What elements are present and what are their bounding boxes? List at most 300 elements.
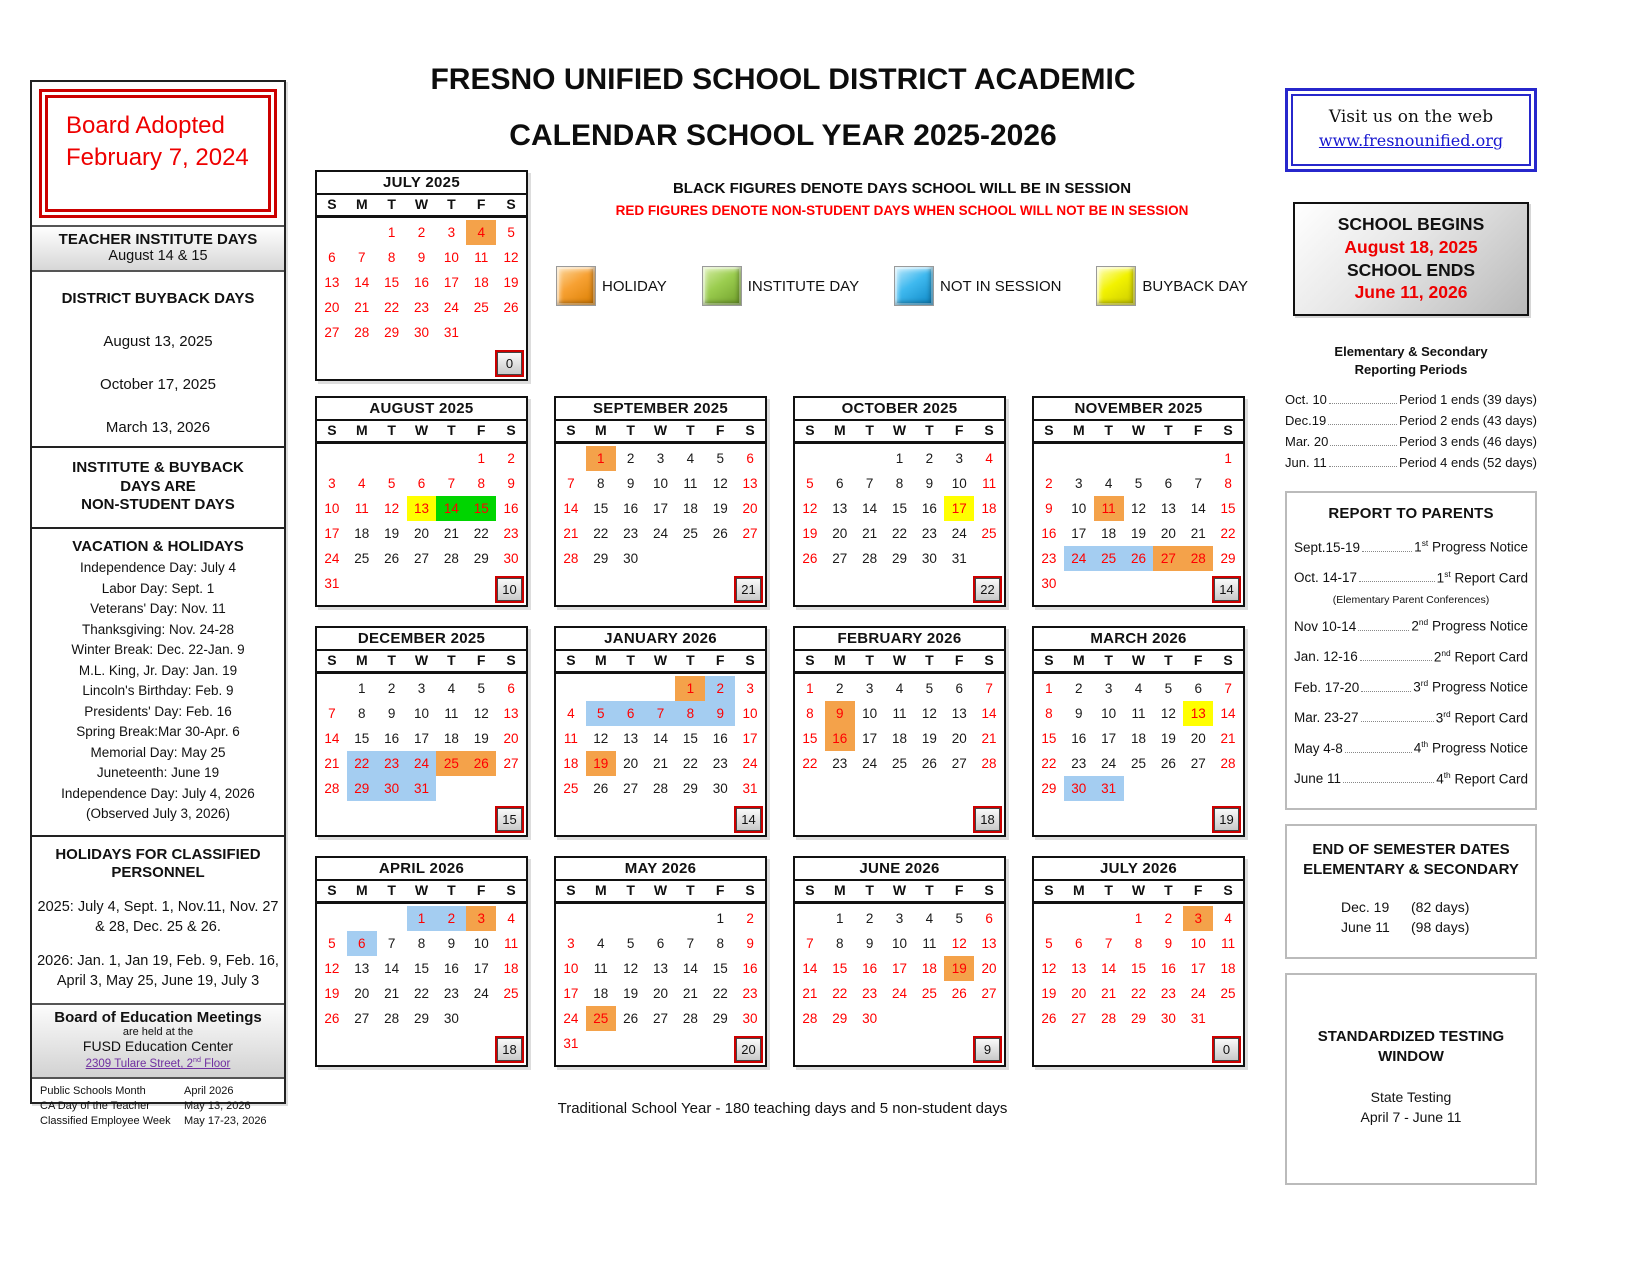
day-cell: 18 (563, 756, 579, 771)
visit-web-text: Visit us on the web (1328, 107, 1494, 127)
legend-item-not-in-session (894, 266, 1061, 306)
day-cell (377, 906, 407, 931)
day-cell: 20 (324, 300, 340, 315)
footer-note: Traditional School Year - 180 teaching days and 5 non-student days (557, 1100, 1008, 1117)
day-cell: 23 (1071, 756, 1087, 771)
day-cell: 16 (742, 961, 758, 976)
day-cell (944, 776, 974, 801)
day-cell: 29 (832, 1011, 848, 1026)
day-cell: 8 (477, 476, 485, 491)
day-cell: 17 (862, 731, 878, 746)
day-cell: 20 (1190, 731, 1206, 746)
weekday-label: S (1044, 652, 1054, 668)
weekday-header (795, 421, 1004, 444)
weekday-label: S (327, 882, 337, 898)
day-cell: 30 (921, 551, 937, 566)
weekday-label: M (355, 652, 368, 668)
day-cell: 28 (1101, 1011, 1117, 1026)
weekday-label: S (506, 196, 516, 212)
day-cell: 12 (712, 476, 728, 491)
day-cell: 13 (742, 476, 758, 491)
day-cell: 21 (652, 756, 668, 771)
day-cell-orange: 3 (1183, 906, 1213, 931)
day-cell: 13 (652, 961, 668, 976)
day-cell-blue: 31 (1094, 776, 1124, 801)
day-cell: 9 (387, 706, 396, 721)
day-cell: 29 (682, 781, 698, 796)
day-cell (914, 776, 944, 801)
observance-date: May 13, 2026 (184, 1100, 251, 1113)
day-cell: 9 (1164, 936, 1173, 951)
day-cell: 4 (358, 476, 366, 491)
day-cell: 14 (862, 501, 878, 516)
day-cell: 2 (746, 911, 754, 926)
month-title: MARCH 2026 (1034, 628, 1243, 651)
district-buyback-section (32, 272, 284, 446)
day-cell: 18 (891, 731, 907, 746)
day-cell: 14 (652, 731, 668, 746)
report-to-parents-box (1285, 491, 1537, 810)
day-cell: 28 (384, 1011, 400, 1026)
day-cell: 14 (1101, 961, 1117, 976)
weekday-label: S (745, 422, 755, 438)
weekday-label: W (414, 882, 429, 898)
teacher-institute-days-box (32, 225, 284, 272)
weekday-header (317, 651, 526, 674)
day-cell (1124, 446, 1154, 471)
weekday-label: S (805, 652, 815, 668)
day-cell: 30 (443, 1011, 459, 1026)
day-cell: 28 (802, 1011, 818, 1026)
day-cell (1213, 776, 1243, 801)
board-adopted-line2: February 7, 2024 (66, 144, 249, 172)
day-cell (914, 1006, 944, 1031)
day-cell: 12 (324, 961, 340, 976)
day-cell: 19 (1160, 731, 1176, 746)
testing-title-line1: STANDARDIZED TESTING (1317, 1027, 1505, 1045)
day-cell: 5 (477, 681, 485, 696)
day-cell: 31 (1190, 1011, 1206, 1026)
observance-label: Classified Employee Week (40, 1115, 171, 1128)
district-buyback-title: DISTRICT BUYBACK DAYS (61, 289, 255, 307)
day-cell: 21 (443, 526, 459, 541)
day-cell: 15 (1220, 501, 1236, 516)
day-cell: 6 (328, 250, 336, 265)
day-cell: 18 (443, 731, 459, 746)
institute-buyback-note (32, 446, 284, 527)
day-cell-blue: 30 (377, 776, 407, 801)
day-cell: 1 (477, 451, 485, 466)
day-cell-blue: 7 (646, 701, 676, 726)
day-cell: 27 (503, 756, 519, 771)
day-cell: 30 (1160, 1011, 1176, 1026)
day-cell (855, 776, 885, 801)
day-cell: 8 (597, 476, 605, 491)
weekday-label: F (954, 882, 964, 898)
session-day-count-box: 10 (497, 578, 522, 601)
month-february-2026 (793, 626, 1006, 837)
reporting-periods-rows (1285, 389, 1537, 473)
day-cell: 26 (1041, 1011, 1057, 1026)
board-meetings-line2: are held at the (122, 1026, 194, 1039)
weekday-label: M (594, 882, 607, 898)
day-cell: 11 (892, 706, 907, 721)
day-cell: 29 (413, 1011, 429, 1026)
day-cell (974, 776, 1004, 801)
report-date: Feb. 17-20 (1294, 679, 1360, 695)
day-cell: 14 (981, 706, 997, 721)
weekday-label: F (715, 882, 725, 898)
day-cell: 15 (1041, 731, 1057, 746)
day-cell: 14 (1220, 706, 1236, 721)
session-day-count-box: 22 (975, 578, 1000, 601)
legend-item-holiday (556, 266, 667, 306)
day-cell: 18 (503, 961, 519, 976)
day-cell: 7 (865, 476, 874, 491)
reporting-label: Period 1 ends (39 days) (1398, 392, 1537, 408)
dotted-leader (1343, 772, 1434, 783)
day-cell: 14 (563, 501, 579, 516)
weekday-label: S (327, 422, 337, 438)
day-cell: 15 (413, 961, 429, 976)
board-meetings-address-link[interactable]: 2309 Tulare Street, 2nd Floor (85, 1056, 231, 1071)
weekday-label: T (387, 652, 396, 668)
day-cell: 5 (328, 936, 336, 951)
dotted-leader (1345, 742, 1412, 753)
day-cell (1094, 446, 1124, 471)
day-cell: 4 (925, 911, 934, 926)
day-cell-orange: 19 (944, 956, 974, 981)
day-cell: 12 (951, 936, 967, 951)
classified-holidays-section (32, 835, 284, 1004)
day-cell: 9 (1045, 501, 1053, 516)
parent-conferences-note: (Elementary Parent Conferences) (1332, 594, 1490, 607)
day-cell: 22 (712, 986, 728, 1001)
day-cell: 13 (832, 501, 848, 516)
day-cell (586, 1031, 616, 1056)
day-cell-blue: 31 (407, 776, 437, 801)
vacation-item: Labor Day: Sept. 1 (101, 580, 215, 596)
day-cell: 18 (682, 501, 698, 516)
day-cell: 28 (354, 325, 370, 340)
day-cell: 25 (503, 986, 519, 1001)
day-cell: 15 (384, 275, 400, 290)
day-cell (646, 906, 676, 931)
day-cell: 8 (836, 936, 844, 951)
day-cell: 26 (593, 781, 609, 796)
day-cell: 20 (413, 526, 429, 541)
day-cell: 17 (413, 731, 429, 746)
day-cell: 15 (891, 501, 907, 516)
day-cell-orange: 3 (466, 906, 496, 931)
dotted-leader (1361, 681, 1411, 692)
day-cell: 2 (865, 911, 874, 926)
day-cell: 24 (563, 1011, 579, 1026)
day-cell: 8 (1045, 706, 1053, 721)
day-cell: 27 (1190, 756, 1206, 771)
district-buyback-dates (32, 333, 284, 436)
day-cell: 21 (862, 526, 878, 541)
dotted-leader (1359, 571, 1435, 582)
day-cell: 8 (1134, 936, 1143, 951)
day-cell: 28 (981, 756, 997, 771)
day-cell: 3 (447, 225, 456, 240)
day-cell: 10 (652, 476, 668, 491)
weekday-label: T (447, 882, 456, 898)
day-cell: 31 (563, 1036, 579, 1051)
day-cell: 22 (1041, 756, 1057, 771)
day-cell: 7 (447, 476, 456, 491)
day-cell: 24 (891, 986, 907, 1001)
day-cell: 12 (1041, 961, 1057, 976)
day-cell: 13 (981, 936, 997, 951)
day-cell: 31 (324, 576, 340, 591)
semester-rows (1293, 897, 1529, 937)
day-cell-blue: 6 (616, 701, 646, 726)
day-cell: 11 (1131, 706, 1146, 721)
session-day-count-box: 14 (736, 808, 761, 831)
weekday-label: F (715, 422, 725, 438)
day-cell: 3 (567, 936, 575, 951)
weekday-label: T (686, 652, 695, 668)
day-cell: 8 (387, 250, 396, 265)
board-adopted-box (39, 89, 277, 218)
day-cell (795, 446, 825, 471)
day-cell-blue: 26 (1124, 546, 1154, 571)
day-cell: 16 (1071, 731, 1087, 746)
month-june-2026 (793, 856, 1006, 1067)
day-cell: 25 (1220, 986, 1236, 1001)
day-cell: 22 (473, 526, 489, 541)
july-2025-slot (315, 170, 528, 381)
day-cell: 5 (626, 936, 635, 951)
day-cell-orange: 26 (466, 751, 496, 776)
session-day-count-box: 0 (1214, 1038, 1239, 1061)
observance-rows (32, 1079, 284, 1129)
weekday-label: M (833, 882, 846, 898)
weekday-label: W (653, 882, 668, 898)
day-cell (377, 446, 407, 471)
day-cell-blue: 9 (705, 701, 735, 726)
day-cell: 27 (1071, 1011, 1087, 1026)
day-cell-orange: 9 (825, 701, 855, 726)
day-cell: 5 (1134, 476, 1143, 491)
dotted-row (1294, 762, 1528, 793)
legend-items (552, 266, 1252, 306)
day-cell: 27 (951, 756, 967, 771)
month-april-2026 (315, 856, 528, 1067)
day-cell: 16 (862, 961, 878, 976)
day-cell: 23 (443, 986, 459, 1001)
day-cell (436, 571, 466, 596)
day-cell: 6 (836, 476, 844, 491)
report-label: 1st Report Card (1436, 568, 1528, 586)
month-september-2025 (554, 396, 767, 607)
day-cell: 11 (444, 706, 459, 721)
day-cell: 20 (951, 731, 967, 746)
day-cell: 7 (1194, 476, 1202, 491)
day-cell-blue: 8 (675, 701, 705, 726)
day-cell: 26 (802, 551, 818, 566)
month-july-2025 (315, 170, 528, 381)
page-title-line1: FRESNO UNIFIED SCHOOL DISTRICT ACADEMIC (430, 63, 1136, 96)
day-cell: 18 (1130, 731, 1146, 746)
day-cell: 1 (836, 911, 844, 926)
day-cell: 21 (354, 300, 370, 315)
weekday-label: S (745, 882, 755, 898)
day-cell: 17 (1190, 961, 1206, 976)
dotted-row (1294, 561, 1528, 592)
month-title: AUGUST 2025 (317, 398, 526, 421)
vacation-item: M.L. King, Jr. Day: Jan. 19 (78, 662, 238, 678)
day-cell (1094, 906, 1124, 931)
day-cell: 19 (503, 275, 519, 290)
weekday-label: S (1223, 422, 1233, 438)
day-cell-orange: 16 (825, 726, 855, 751)
month-may-2026 (554, 856, 767, 1067)
testing-line2: April 7 - June 11 (1360, 1109, 1462, 1126)
day-cell: 13 (354, 961, 370, 976)
weekday-label: M (355, 882, 368, 898)
day-cell: 13 (503, 706, 519, 721)
reporting-date: Jun. 11 (1285, 455, 1327, 471)
day-cell (675, 1031, 705, 1056)
weekday-label: S (984, 422, 994, 438)
day-cell (616, 906, 646, 931)
day-cell: 24 (1190, 986, 1206, 1001)
day-cell: 9 (746, 936, 754, 951)
day-cell: 3 (1075, 476, 1083, 491)
session-day-count-box: 14 (1214, 578, 1239, 601)
vacation-item: Winter Break: Dec. 22-Jan. 9 (71, 642, 245, 658)
day-cell: 4 (507, 911, 515, 926)
day-cell: 25 (981, 526, 997, 541)
day-cell-yellow: 13 (407, 496, 437, 521)
weekday-label: T (1164, 422, 1173, 438)
day-cell: 3 (746, 681, 754, 696)
weekday-label: F (476, 422, 486, 438)
report-label: 2nd Report Card (1433, 647, 1528, 665)
dotted-leader (1361, 711, 1434, 722)
day-cell: 23 (503, 526, 519, 541)
day-cell: 8 (716, 936, 724, 951)
day-cell: 8 (358, 706, 366, 721)
weekday-label: F (1193, 422, 1203, 438)
day-cell-blue: 30 (1064, 776, 1094, 801)
day-cell: 12 (473, 706, 489, 721)
weekday-label: M (355, 422, 368, 438)
day-cell: 1 (1224, 451, 1232, 466)
day-cell: 9 (447, 936, 456, 951)
day-cell: 4 (1104, 476, 1113, 491)
classified-title-line2: PERSONNEL (111, 864, 205, 882)
day-cell-orange: 4 (466, 220, 496, 245)
day-cell: 23 (862, 986, 878, 1001)
day-cell: 19 (1130, 526, 1146, 541)
observance-label: CA Day of the Teacher (40, 1100, 150, 1113)
day-cell: 6 (1194, 681, 1202, 696)
day-cell: 20 (652, 986, 668, 1001)
day-cell (1124, 776, 1154, 801)
weekday-label: F (1193, 652, 1203, 668)
dotted-row (1294, 530, 1528, 561)
weekday-label: W (653, 652, 668, 668)
semester-row (1293, 897, 1529, 917)
day-cell: 31 (443, 325, 459, 340)
day-cell-blue: 25 (1094, 546, 1124, 571)
day-cell: 30 (503, 551, 519, 566)
month-days (1034, 674, 1243, 801)
day-cell: 21 (682, 986, 698, 1001)
day-cell (1183, 446, 1213, 471)
day-cell-blue: 1 (407, 906, 437, 931)
legend-note-red: RED FIGURES DENOTE NON-STUDENT DAYS WHEN SCHOOL WILL NOT BE IN SESSION (615, 203, 1189, 218)
weekday-label: S (1223, 652, 1233, 668)
day-cell: 27 (623, 781, 639, 796)
vacation-item: Lincoln's Birthday: Feb. 9 (82, 683, 234, 699)
classified-2025-dates: 2025: July 4, Sept. 1, Nov.11, Nov. 27 & 28, Dec. 25 & 26. (37, 899, 279, 935)
day-cell: 20 (981, 961, 997, 976)
day-cell: 1 (1134, 911, 1143, 926)
day-cell (616, 1031, 646, 1056)
month-days (556, 674, 765, 801)
day-cell: 24 (742, 756, 758, 771)
semester-row (1293, 917, 1529, 937)
day-cell: 14 (384, 961, 400, 976)
day-cell: 26 (1160, 756, 1176, 771)
green-swatch-icon (702, 266, 742, 306)
day-cell: 3 (328, 476, 336, 491)
day-cell: 21 (384, 986, 400, 1001)
month-title: SEPTEMBER 2025 (556, 398, 765, 421)
day-cell-orange: 19 (586, 751, 616, 776)
day-cell (1153, 571, 1183, 596)
day-cell: 24 (652, 526, 668, 541)
day-cell: 19 (712, 501, 728, 516)
day-cell: 22 (682, 756, 698, 771)
website-link[interactable]: www.fresnounified.org (1318, 131, 1504, 150)
day-cell: 15 (354, 731, 370, 746)
day-cell-blue: 24 (1064, 546, 1094, 571)
day-cell (1034, 446, 1064, 471)
vacation-holidays-section (32, 527, 284, 835)
day-cell: 17 (324, 526, 340, 541)
session-day-count-box: 9 (975, 1038, 1000, 1061)
day-cell (377, 571, 407, 596)
vacation-item: Juneteenth: June 19 (96, 765, 220, 781)
yellow-swatch-icon (1096, 266, 1136, 306)
day-cell: 6 (1075, 936, 1083, 951)
weekday-label: T (925, 882, 934, 898)
testing-line1: State Testing (1370, 1089, 1452, 1106)
day-cell: 29 (712, 1011, 728, 1026)
weekday-label: M (594, 422, 607, 438)
day-cell: 21 (1220, 731, 1236, 746)
day-cell (795, 776, 825, 801)
day-cell: 20 (623, 756, 639, 771)
day-cell: 21 (802, 986, 818, 1001)
legend-label: NOT IN SESSION (940, 277, 1062, 295)
day-cell (1064, 571, 1094, 596)
day-cell-blue: 6 (347, 931, 377, 956)
dotted-row (1294, 609, 1528, 640)
dotted-row (1285, 389, 1537, 410)
day-cell: 29 (473, 551, 489, 566)
day-cell: 7 (328, 706, 336, 721)
legend-note-black: BLACK FIGURES DENOTE DAYS SCHOOL WILL BE IN SESSION (672, 180, 1132, 197)
day-cell: 18 (354, 526, 370, 541)
day-cell: 9 (417, 250, 426, 265)
